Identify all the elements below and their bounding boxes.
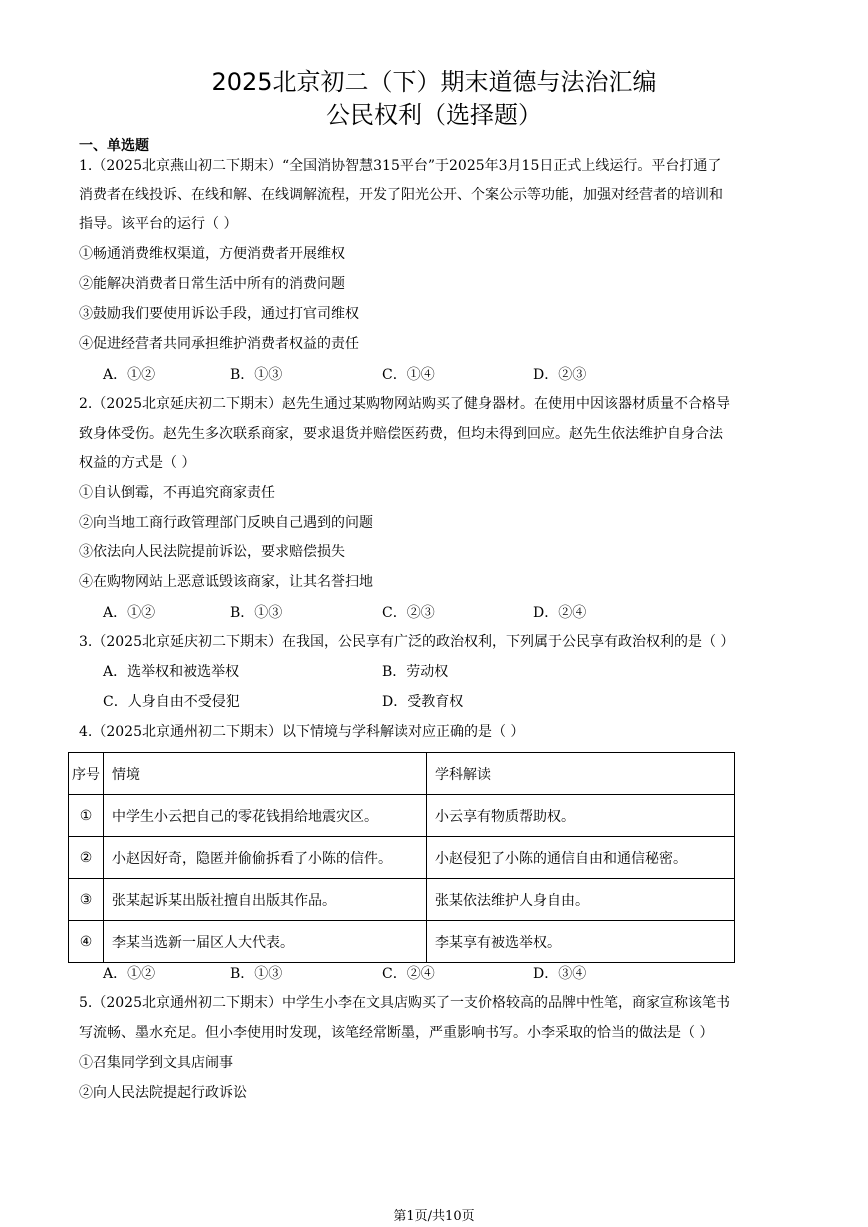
section-heading: 一、单选题	[79, 138, 149, 154]
table-header-cell: 学科解读	[427, 753, 735, 795]
question-stem-line: 致身体受伤。赵先生多次联系商家，要求退货并赔偿医药费，但均未得到回应。赵先生依法维护自身合法	[79, 426, 723, 442]
answer-option-a: A．①②	[103, 605, 156, 621]
question-item: ①召集同学到文具店闹事	[79, 1055, 233, 1071]
answer-option-a: A．①②	[103, 367, 156, 383]
table-cell: 李某享有被选举权。	[427, 921, 735, 963]
answer-option-b: B．①③	[230, 605, 283, 621]
question-stem-line: 权益的方式是（ ）	[79, 455, 196, 471]
question-item: ③依法向人民法院提前诉讼，要求赔偿损失	[79, 544, 345, 560]
question-stem-line: 3.（2025北京延庆初二下期末）在我国，公民享有广泛的政治权利，下列属于公民享有政治权利的是（ ）	[79, 634, 735, 650]
table-row	[69, 921, 735, 963]
answer-option-c: C．人身自由不受侵犯	[103, 694, 240, 710]
answer-option-a: A．①②	[103, 966, 156, 982]
question-item: ①畅通消费维权渠道，方便消费者开展维权	[79, 246, 345, 262]
table-cell: ③	[69, 879, 104, 921]
question-stem-line: 指导。该平台的运行（ ）	[79, 216, 238, 232]
page-number: 第1页/共10页	[393, 1209, 475, 1224]
document-title: 2025北京初二（下）期末道德与法治汇编	[211, 68, 657, 96]
answer-option-b: B．①③	[230, 966, 283, 982]
table-cell: 小云享有物质帮助权。	[427, 795, 735, 837]
question-item: ④在购物网站上恶意诋毁该商家，让其名誉扫地	[79, 574, 373, 590]
table-cell: ④	[69, 921, 104, 963]
table-header-cell: 序号	[69, 753, 104, 795]
answer-option-d: D．②④	[533, 605, 587, 621]
comparison-table	[68, 752, 735, 963]
answer-option-d: D．③④	[533, 966, 587, 982]
question-item: ②向人民法院提起行政诉讼	[79, 1085, 247, 1101]
document-subtitle: 公民权利（选择题）	[326, 101, 542, 129]
question-stem-line: 5.（2025北京通州初二下期末）中学生小李在文具店购买了一支价格较高的品牌中性笔，商家宣称该笔书	[79, 995, 730, 1011]
table-cell: 张某起诉某出版社擅自出版其作品。	[104, 879, 427, 921]
question-item: ①自认倒霉，不再追究商家责任	[79, 485, 275, 501]
table-cell: 张某依法维护人身自由。	[427, 879, 735, 921]
question-stem-line: 2.（2025北京延庆初二下期末）赵先生通过某购物网站购买了健身器材。在使用中因该器材质量不合格导	[79, 396, 730, 412]
table-cell: 中学生小云把自己的零花钱捐给地震灾区。	[104, 795, 427, 837]
question-stem-line: 4.（2025北京通州初二下期末）以下情境与学科解读对应正确的是（ ）	[79, 724, 525, 740]
table-header-row	[69, 753, 735, 795]
answer-option-b: B．劳动权	[382, 664, 449, 680]
table-header-cell: 情境	[104, 753, 427, 795]
table-row	[69, 879, 735, 921]
question-stem-line: 消费者在线投诉、在线和解、在线调解流程，开发了阳光公开、个案公示等功能，加强对经营者的培训和	[79, 187, 723, 203]
question-stem-line: 写流畅、墨水充足。但小李使用时发现，该笔经常断墨，严重影响书写。小李采取的恰当的做法是（ ）	[79, 1025, 714, 1041]
question-stem-line: 1.（2025北京燕山初二下期末）“全国消协智慧315平台”于2025年3月15日正式上线运行。平台打通了	[79, 158, 722, 174]
question-item: ②向当地工商行政管理部门反映自己遇到的问题	[79, 515, 373, 531]
table-cell: 小赵侵犯了小陈的通信自由和通信秘密。	[427, 837, 735, 879]
answer-option-a: A．选举权和被选举权	[103, 664, 240, 680]
table-cell: ②	[69, 837, 104, 879]
question-item: ④促进经营者共同承担维护消费者权益的责任	[79, 336, 359, 352]
answer-option-c: C．②④	[382, 966, 435, 982]
answer-option-c: C．①④	[382, 367, 435, 383]
table-cell: ①	[69, 795, 104, 837]
table-row	[69, 795, 735, 837]
table-cell: 小赵因好奇，隐匿并偷偷拆看了小陈的信件。	[104, 837, 427, 879]
answer-option-d: D．②③	[533, 367, 587, 383]
table-row	[69, 837, 735, 879]
question-item: ③鼓励我们要使用诉讼手段，通过打官司维权	[79, 306, 359, 322]
answer-option-b: B．①③	[230, 367, 283, 383]
answer-option-c: C．②③	[382, 605, 435, 621]
answer-option-d: D．受教育权	[382, 694, 464, 710]
question-item: ②能解决消费者日常生活中所有的消费问题	[79, 276, 345, 292]
table-cell: 李某当选新一届区人大代表。	[104, 921, 427, 963]
